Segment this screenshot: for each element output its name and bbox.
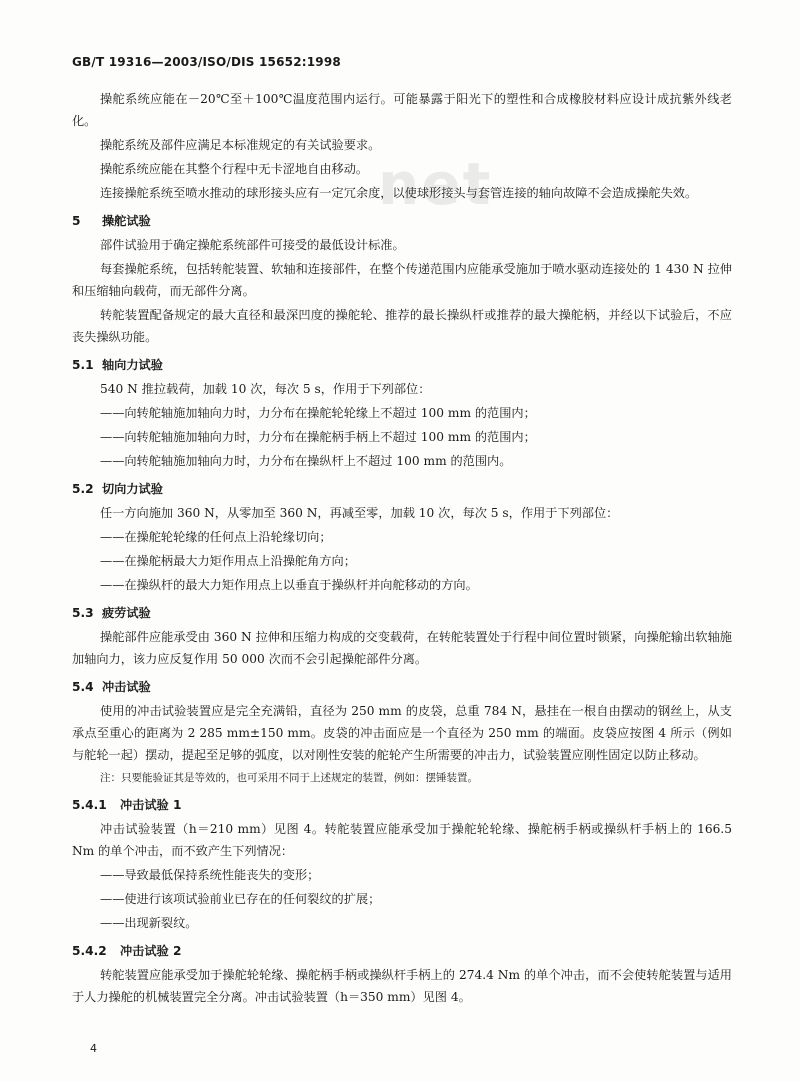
list-item: ——使进行该项试验前业已存在的任何裂纹的扩展； [100, 892, 381, 906]
section-title: 疲劳试验 [102, 606, 151, 620]
section-title: 操舵试验 [102, 214, 151, 228]
section-number: 5.4 [72, 680, 94, 694]
page-number: 4 [90, 1042, 97, 1055]
section-heading-5-4 [72, 676, 732, 698]
list-item: ——向转舵轴施加轴向力时，力分布在操舵柄手柄上不超过 100 mm 的范围内； [100, 430, 536, 444]
section-title: 冲击试验 1 [120, 798, 182, 812]
list-item: ——导致最低保持系统性能丧失的变形； [100, 868, 320, 882]
paragraph: 操舵部件应能承受由 360 N 拉伸和压缩力构成的交变载荷，在转舵装置处于行程中间位置时锁紧，向操舵输出软轴施加轴向力，该力应反复作用 50 000 次而不会引起操舵部件分离。 [72, 630, 732, 666]
paragraph: 操舵系统及部件应满足本标准规定的有关试验要求。 [100, 138, 381, 152]
list-item: ——向转舵轴施加轴向力时，力分布在操舵轮轮缘上不超过 100 mm 的范围内； [100, 406, 536, 420]
list-item: ——在操纵杆的最大力矩作用点上以垂直于操纵杆并向舵移动的方向。 [100, 578, 478, 592]
paragraph: 冲击试验装置（h＝210 mm）见图 4。转舵装置应能承受加于操舵轮轮缘、操舵柄手柄或操纵杆手柄上的 166.5 Nm 的单个冲击，而不致产生下列情况： [72, 822, 732, 858]
section-heading-5-4-2 [72, 940, 732, 962]
document-body [72, 88, 732, 1010]
section-number: 5.3 [72, 606, 94, 620]
paragraph: 操舵系统应能在其整个行程中无卡涩地自由移动。 [100, 162, 369, 176]
paragraph: 使用的冲击试验装置应是完全充满铅，直径为 250 mm 的皮袋，总重 784 N，悬挂在一根自由摆动的钢丝上，从支承点至重心的距离为 2 285 mm±150 mm。皮袋的冲击面应是一个直径为 250 mm 的端面。皮袋应按图 4 所示（例如与舵轮一起）摆动，提起至足够的弧度，以对刚性安装的舵轮产生所需要的冲击力，试验装置应刚性固定以防止移动。 [72, 704, 732, 762]
section-heading-5-3 [72, 602, 732, 624]
watermark: net [378, 150, 493, 218]
section-number: 5.4.2 [72, 944, 107, 958]
paragraph: 操舵系统应能在－20℃至＋100℃温度范围内运行。可能暴露于阳光下的塑性和合成橡胶材料应设计成抗紫外线老化。 [72, 92, 732, 128]
paragraph: 转舵装置应能承受加于操舵轮轮缘、操舵柄手柄或操纵杆手柄上的 274.4 Nm 的单个冲击，而不会使转舵装置与适用于人力操舵的机械装置完全分离。冲击试验装置（h＝350 mm）见图 4。 [72, 968, 732, 1004]
paragraph: 540 N 推拉载荷，加载 10 次，每次 5 s，作用于下列部位： [100, 382, 431, 396]
list-item: ——在操舵柄最大力矩作用点上沿操舵角方向； [100, 554, 356, 568]
section-number: 5.4.1 [72, 798, 107, 812]
list-item: ——在操舵轮轮缘的任何点上沿轮缘切向； [100, 530, 332, 544]
list-item: ——出现新裂纹。 [100, 916, 198, 930]
section-heading-5-4-1 [72, 794, 732, 816]
paragraph: 连接操舵系统至喷水推动的球形接头应有一定冗余度，以使球形接头与套管连接的轴向故障不会造成操舵失效。 [100, 186, 698, 200]
note: 注：只要能验证其是等效的，也可采用不同于上述规定的装置，例如：摆锤装置。 [100, 772, 478, 784]
paragraph: 部件试验用于确定操舵系统部件可接受的最低设计标准。 [100, 238, 405, 252]
standard-code-header: GB/T 19316—2003/ISO/DIS 15652:1998 [72, 55, 341, 69]
paragraph: 转舵装置配备规定的最大直径和最深凹度的操舵轮、推荐的最长操纵杆或推荐的最大操舵柄，并经以下试验后，不应丧失操纵功能。 [72, 308, 732, 344]
paragraph: 任一方向施加 360 N，从零加至 360 N，再减至零，加载 10 次，每次 5 s，作用于下列部位： [100, 506, 619, 520]
section-number: 5 [72, 214, 81, 228]
section-number: 5.2 [72, 482, 94, 496]
section-number: 5.1 [72, 358, 94, 372]
section-heading-5-2 [72, 478, 732, 500]
paragraph: 每套操舵系统，包括转舵装置、软轴和连接部件，在整个传递范围内应能承受施加于喷水驱动连接处的 1 430 N 拉伸和压缩轴向载荷，而无部件分离。 [72, 262, 732, 298]
section-title: 冲击试验 2 [120, 944, 182, 958]
list-item: ——向转舵轴施加轴向力时，力分布在操纵杆上不超过 100 mm 的范围内。 [100, 454, 512, 468]
section-heading-5-1 [72, 354, 732, 376]
section-title: 切向力试验 [102, 482, 163, 496]
section-heading-5 [72, 210, 732, 232]
section-title: 冲击试验 [102, 680, 151, 694]
section-title: 轴向力试验 [102, 358, 163, 372]
